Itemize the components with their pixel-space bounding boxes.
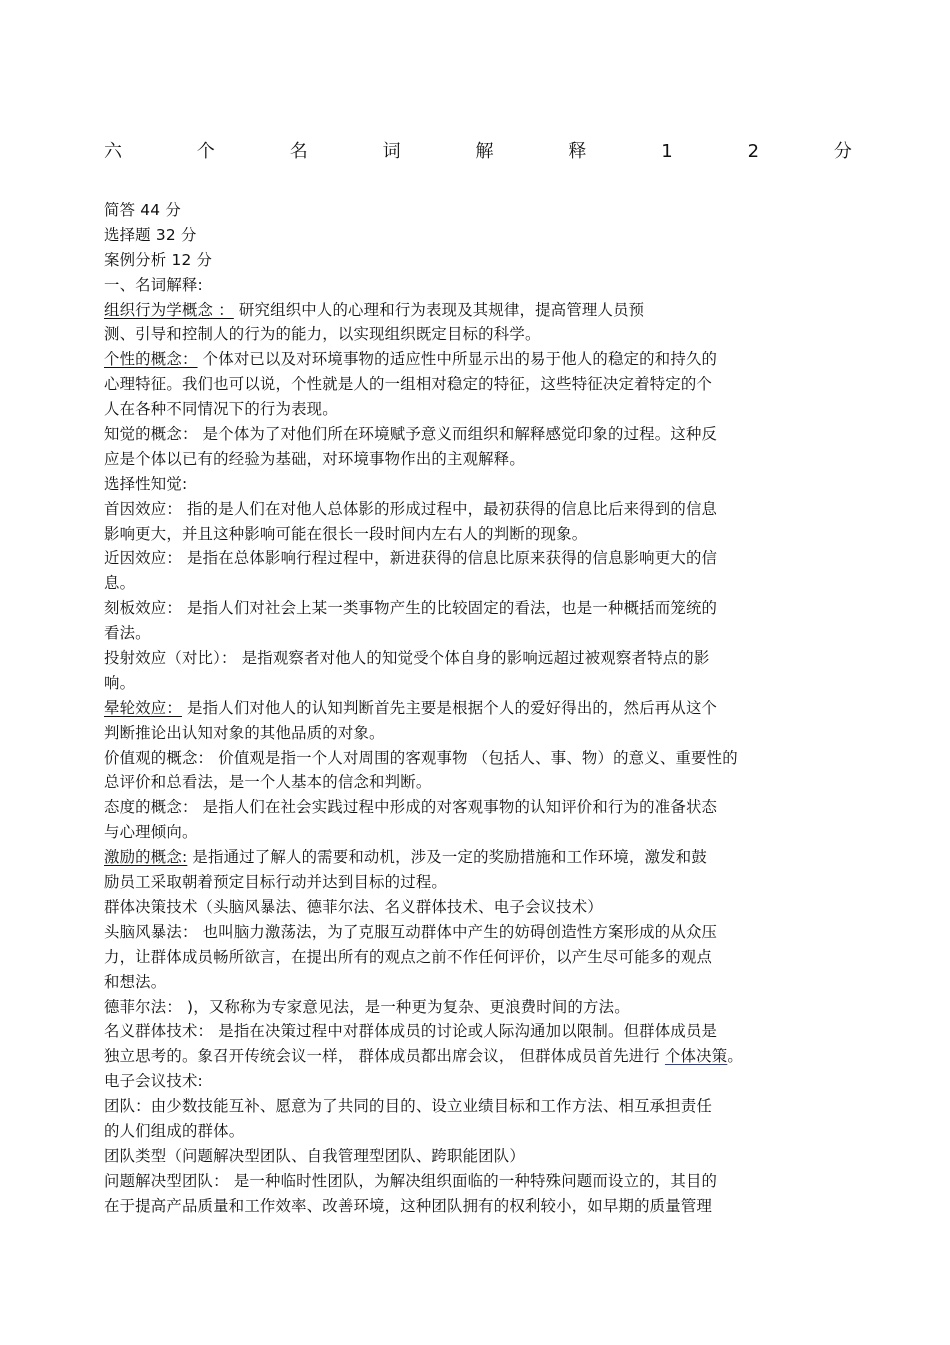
line-text-after: 。 [727,1047,743,1066]
text-line [104,945,864,970]
text-line [104,696,864,721]
document-body [104,198,864,1219]
text-line [104,621,864,646]
title-char: 1 [661,141,673,162]
line-text: 一、名词解释: [104,275,203,294]
line-text: 团队：由少数技能互补、愿意为了共同的目的、设立业绩目标和工作方法、相互承担责任 [104,1097,713,1116]
text-line [104,795,864,820]
text-line [104,920,864,945]
text-line [104,746,864,771]
text-line [104,1169,864,1194]
text-line [104,1144,864,1169]
text-line [104,1019,864,1044]
text-line [104,422,864,447]
line-text: 力，让群体成员畅所欲言，在提出所有的观点之前不作任何评价，以产生尽可能多的观点 [104,947,713,966]
text-line [104,845,864,870]
line-text: 励员工采取朝着预定目标行动并达到目标的过程。 [104,873,447,892]
score-line: 简答 44 分 [104,201,181,219]
line-text: 响。 [104,673,136,692]
line-text: 影响更大，并且这种影响可能在很长一段时间内左右人的判断的现象。 [104,524,588,543]
line-text: 选择性知觉: [104,474,188,493]
line-text: 总评价和总看法，是一个人基本的信念和判断。 [104,773,432,792]
text-line [104,596,864,621]
term-label: 晕轮效应： [104,698,182,717]
line-text: 群体决策技术（头脑风暴法、德菲尔法、名义群体技术、电子会议技术） [104,897,603,916]
text-line [104,1044,864,1069]
line-text: 近因效应： 是指在总体影响行程过程中，新进获得的信息比原来获得的信息影响更大的信 [104,549,718,568]
line-text: 是指人们对他人的认知判断首先主要是根据个人的爱好得出的，然后再从这个 [181,698,718,717]
content-lines [104,273,864,1219]
line-text: 问题解决型团队： 是一种临时性团队，为解决组织面临的一种特殊问题而设立的，其目的 [104,1171,718,1190]
line-text: 与心理倾向。 [104,823,198,842]
title-char: 分 [833,141,852,162]
text-line [104,671,864,696]
text-line [104,472,864,497]
text-line [104,721,864,746]
text-line [104,770,864,795]
text-line [104,497,864,522]
score-line: 选择题 32 分 [104,225,197,244]
line-text: 研究组织中人的心理和行为表现及其规律，提高管理人员预 [233,300,645,319]
line-text: 德菲尔法： )，又称称为专家意见法，是一种更为复杂、更浪费时间的方法。 [104,997,630,1016]
text-line [104,546,864,571]
line-text: 知觉的概念： 是个体为了对他们所在环境赋予意义而组织和解释感觉印象的过程。这种反 [104,425,718,444]
title-char: 解 [475,141,494,162]
text-line [104,995,864,1020]
title-char: 名 [289,141,308,162]
text-line [104,870,864,895]
text-line [104,895,864,920]
line-text: 电子会议技术: [104,1072,203,1091]
line-text: 独立思考的。象召开传统会议一样， 群体成员都出席会议， 但群体成员首先进行 [104,1047,665,1066]
text-line [104,1069,864,1094]
text-line [104,322,864,347]
document-title [104,140,852,164]
text-line [104,298,864,323]
text-line [104,1194,864,1219]
line-text: 判断推论出认知对象的其他品质的对象。 [104,723,385,742]
title-char: 词 [382,141,401,162]
line-text: 价值观的概念： 价值观是指一个人对周围的客观事物 （包括人、事、物）的意义、重要性的 [104,748,738,767]
line-text: 态度的概念： 是指人们在社会实践过程中形成的对客观事物的认知评价和行为的准备状态 [104,798,718,817]
line-text: 的人们组成的群体。 [104,1121,245,1140]
hyperlink-text[interactable]: 个体决策 [664,1047,728,1066]
text-line [104,1119,864,1144]
line-text: 在于提高产品质量和工作效率、改善环境，这种团队拥有的权利较小，如早期的质量管理 [104,1196,713,1215]
term-label: 组织行为学概念 ： [104,300,234,319]
line-text: 应是个体以已有的经验为基础，对环境事物作出的主观解释。 [104,449,525,468]
line-text: 测、引导和控制人的行为的能力，以实现组织既定目标的科学。 [104,325,541,344]
line-text: 投射效应（对比）： 是指观察者对他人的知觉受个体自身的影响远超过被观察者特点的影 [104,649,710,668]
text-line [104,372,864,397]
title-char: 释 [568,141,587,162]
term-label: 激励的概念: [104,848,188,867]
text-line [104,970,864,995]
text-line [104,522,864,547]
line-text: 刻板效应： 是指人们对社会上某一类事物产生的比较固定的看法，也是一种概括而笼统的 [104,599,718,618]
text-line [104,273,864,298]
text-line [104,571,864,596]
line-text: 名义群体技术： 是指在决策过程中对群体成员的讨论或人际沟通加以限制。但群体成员是 [104,1022,718,1041]
line-text: 和想法。 [104,972,167,991]
text-line [104,447,864,472]
line-text: 个体对已以及对环境事物的适应性中所显示出的易于他人的稳定的和持久的 [197,350,718,369]
title-char: 个 [196,141,215,162]
score-line: 案例分析 12 分 [104,250,213,269]
line-text: 看法。 [104,624,151,643]
line-text: 首因效应： 指的是人们在对他人总体影的形成过程中，最初获得的信息比后来得到的信息 [104,499,718,518]
text-line [104,347,864,372]
text-line [104,397,864,422]
title-char: 2 [747,141,760,162]
line-text: 团队类型（问题解决型团队、自我管理型团队、跨职能团队） [104,1146,525,1165]
line-text: 头脑风暴法： 也叫脑力激荡法，为了克服互动群体中产生的妨碍创造性方案形成的从众压 [104,922,718,941]
line-text: 心理特征。我们也可以说，个性就是人的一组相对稳定的特征，这些特征决定着特定的个 [104,375,713,394]
text-line [104,1094,864,1119]
term-label: 个性的概念： [104,350,198,369]
line-text: 人在各种不同情况下的行为表现。 [104,400,338,419]
line-text: 是指通过了解人的需要和动机，涉及一定的奖励措施和工作环境，激发和鼓 [187,848,707,867]
line-text: 息。 [104,574,136,593]
text-line [104,820,864,845]
text-line [104,646,864,671]
title-char: 六 [104,141,122,162]
